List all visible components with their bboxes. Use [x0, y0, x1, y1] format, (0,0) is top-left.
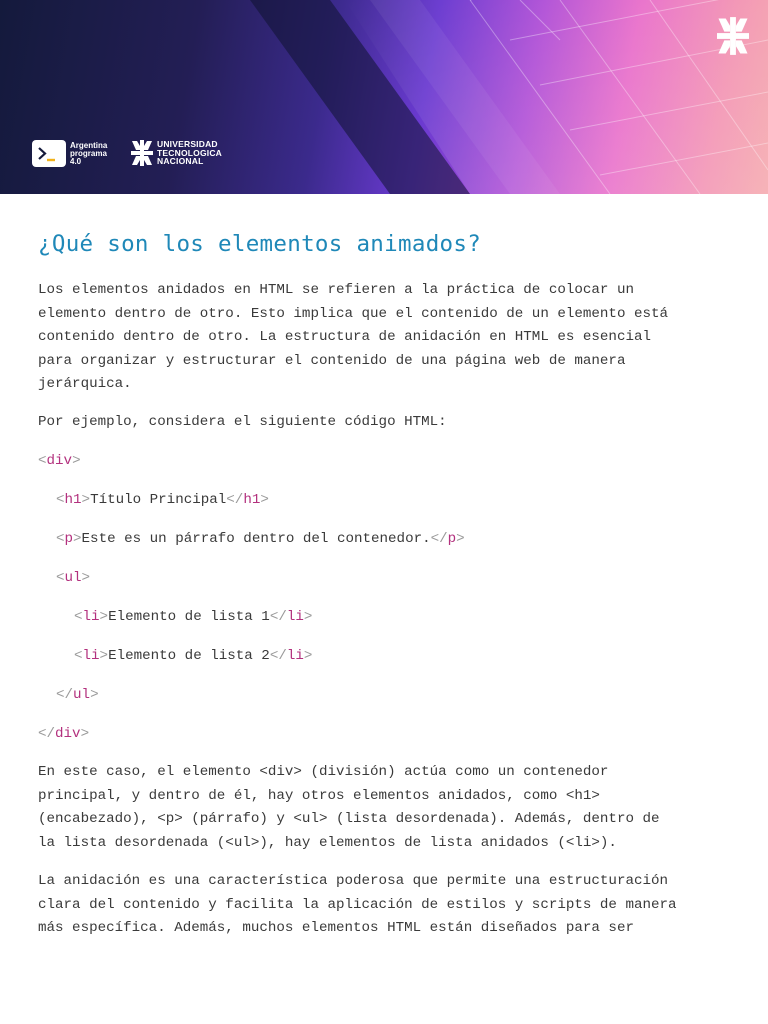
tag-name: div [46, 453, 73, 469]
tag-name: ul [64, 570, 82, 586]
code-line [74, 646, 312, 666]
tag-bracket: < [56, 531, 65, 547]
tag-bracket: > [81, 492, 91, 508]
text-line: En este caso, el elemento <div> (división) actúa como un contenedor [38, 764, 609, 780]
page-title: ¿Qué son los elementos animados? [38, 231, 482, 257]
tag-name: li [82, 648, 100, 664]
code-line [56, 529, 465, 549]
text-line: (encabezado), <p> (párrafo) y <ul> (lista desordenada). Además, dentro de [38, 811, 660, 827]
tag-bracket: </ [269, 609, 287, 625]
tag-bracket: < [38, 453, 47, 469]
tag-bracket: > [73, 531, 82, 547]
utn-corner-emblem-icon [717, 17, 749, 55]
tag-bracket: > [456, 531, 465, 547]
tag-bracket: </ [38, 726, 56, 742]
tag-name: h1 [243, 492, 261, 508]
tag-bracket: </ [269, 648, 287, 664]
banner-decoration [0, 0, 768, 194]
text-line: la lista desordenada (<ul>), hay elementos de lista anidados (<li>). [38, 834, 617, 851]
tag-name: li [286, 648, 304, 664]
code-text: Título Principal [90, 492, 227, 508]
explanation-paragraph [38, 761, 738, 855]
code-line [38, 451, 81, 471]
tag-bracket: > [303, 609, 313, 625]
text-line: más específica. Además, muchos elementos HTML están diseñados para ser [38, 920, 634, 936]
tag-bracket: </ [56, 687, 74, 703]
header-banner [0, 0, 768, 194]
text-line: Por ejemplo, considera el siguiente código HTML: [38, 414, 447, 430]
tag-name: h1 [64, 492, 82, 508]
utn-wordmark [157, 140, 222, 166]
text-line: jerárquica. [38, 376, 132, 392]
text-line: principal, y dentro de él, hay otros elementos anidados, como <h1> [38, 787, 600, 804]
tag-bracket: </ [226, 492, 244, 508]
utn-emblem-icon [131, 140, 153, 166]
tag-bracket: > [99, 609, 109, 625]
code-line [74, 607, 312, 627]
tag-bracket: > [81, 570, 91, 586]
example-intro [38, 411, 738, 435]
tag-bracket: </ [430, 531, 448, 547]
tag-name: div [55, 726, 81, 742]
tag-bracket: < [56, 492, 65, 508]
logo-line: 4.0 [70, 156, 82, 166]
tag-bracket: > [90, 687, 99, 703]
code-line [38, 724, 89, 744]
tag-bracket: > [303, 648, 313, 664]
tag-bracket: < [74, 648, 83, 664]
text-line: elemento dentro de otro. Esto implica que el contenido de un elemento está [38, 305, 669, 322]
text-line: La anidación es una característica poderosa que permite una estructuración [38, 873, 669, 889]
logo-line: Argentina [70, 140, 108, 150]
text-line: Los elementos anidados en HTML se refieren a la práctica de colocar un [38, 282, 634, 298]
tag-bracket: > [72, 453, 81, 469]
terminal-icon [32, 140, 66, 167]
logo-line: UNIVERSIDAD [157, 139, 218, 150]
tag-name: p [447, 531, 457, 547]
tag-name: li [286, 609, 304, 625]
text-line: clara del contenido y facilita la aplicación de estilos y scripts de manera [38, 896, 677, 913]
tag-bracket: < [74, 609, 83, 625]
text-line: contenido dentro de otro. La estructura de anidación en HTML es esencial [38, 329, 651, 345]
tag-name: ul [73, 687, 91, 703]
code-text: Elemento de lista 1 [108, 609, 270, 625]
code-line [56, 685, 99, 705]
tag-bracket: > [80, 726, 90, 742]
logo-line: programa [70, 148, 107, 158]
tag-bracket: > [260, 492, 269, 508]
closing-paragraph [38, 870, 738, 941]
text-line: para organizar y estructurar el contenido de una página web de manera [38, 352, 626, 369]
intro-paragraph [38, 279, 738, 397]
tag-name: p [64, 531, 74, 547]
code-text: Elemento de lista 2 [108, 648, 270, 664]
document-body [38, 230, 738, 258]
code-line [56, 490, 269, 510]
utn-logo [131, 140, 222, 166]
tag-name: li [82, 609, 100, 625]
argentina-programa-logo [32, 140, 107, 167]
tag-bracket: < [56, 570, 65, 586]
logo-line: TECNOLOGICA [157, 147, 223, 158]
code-line [56, 568, 90, 588]
tag-bracket: > [99, 648, 109, 664]
argentina-programa-wordmark [70, 142, 107, 166]
logo-line: NACIONAL [157, 156, 204, 167]
code-text: Este es un párrafo dentro del contenedor. [81, 531, 431, 547]
